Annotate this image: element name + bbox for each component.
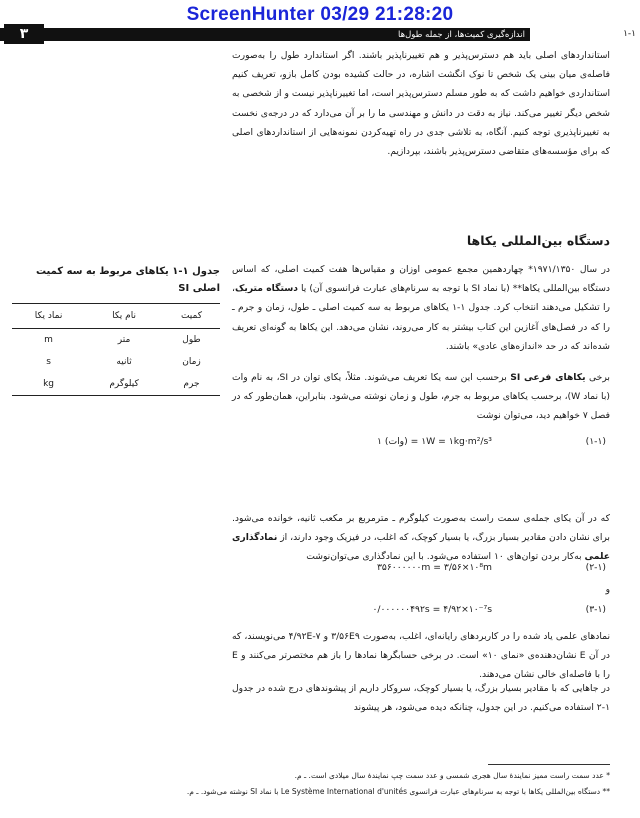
paragraph-si-intro xyxy=(232,260,610,356)
paragraph-text: ، را تشکیل می‌دهند انتخاب کرد. جدول ۱-۱ یکاهای مربوط به سه کمیت اصلی ـ طول، زمان و جرم ـ را که در فصل‌های آغازین این کتاب بیشتر به کار می‌روند، نشان می‌دهد. این یکاها به گونه‌ای تعریف شده‌اند که در حد «اندازه‌های عادی» باشند. xyxy=(232,283,610,352)
equation-number: (۱-۱) xyxy=(585,436,606,447)
paragraph-text: برخی xyxy=(585,372,610,383)
equation-3-1 xyxy=(232,604,610,622)
table-cell: m xyxy=(44,335,53,345)
table-cell: زمان xyxy=(182,357,201,367)
chapter-title: اندازه‌گیری کمیت‌ها، از جمله طول‌ها xyxy=(398,30,525,40)
table-cell: ثانیه xyxy=(116,357,132,367)
table-cell: kg xyxy=(12,373,85,396)
equation-expression: ۳۵۶۰۰۰۰۰۰m = ۳/۵۶×۱۰⁸m xyxy=(376,562,492,573)
equation-expression: ۱ (وات) = ۱W = ۱kg·m²/s³ xyxy=(377,436,492,447)
table-cell: s xyxy=(46,357,51,367)
paragraph-scientific-notation xyxy=(232,509,610,567)
paragraph-text: در سال ۱۹۷۱/۱۳۵۰* چهاردهمین مجمع عمومی اوزان و مقیاس‌ها هفت کمیت اصلی، که اساس دستگاه بین‌المللی یکاها** (با نماد SI با توجه به سرنام‌های عبارت فرانسوی آن) یا xyxy=(232,264,611,295)
equation-1-1 xyxy=(232,436,610,454)
table-cell: متر xyxy=(117,335,131,345)
column-header-quantity: کمیت xyxy=(163,304,220,329)
screenhunter-watermark: ScreenHunter 03/29 21:28:20 xyxy=(186,4,454,25)
term-scientific-notation: نمادگذاری علمی xyxy=(232,532,610,563)
equation-2-1 xyxy=(232,562,610,580)
equation-expression: ۰/۰۰۰۰۰۰۴۹۲s = ۴/۹۲×۱۰⁻⁷s xyxy=(372,604,492,615)
paragraph-text: به‌کار بردن توان‌های ۱۰ استفاده می‌شود. با این نمادگذاری می‌توان‌نوشت xyxy=(306,551,585,563)
equation-number: (۲-۱) xyxy=(585,562,606,573)
table-row xyxy=(12,329,220,352)
paragraph-text: برحسب این سه یکا تعریف می‌شوند. مثلاً، یکای توان در SI، به نام وات (با نماد W)، برحسب یکاهای مربوط به جرم، طول و زمان نوشته می‌شود. بنابراین، همان‌طور که در فصل ۷ خواهیم دید، می‌توان نوشت xyxy=(232,372,610,422)
table-row xyxy=(12,373,220,396)
footnote-divider xyxy=(488,764,610,765)
section-heading: دستگاه بین‌المللی یکاها xyxy=(466,233,610,248)
intro-paragraph: استانداردهای اصلی باید هم دسترس‌پذیر و هم تغییرناپذیر باشند. اگر استاندارد طول را به‌صورت فاصله‌ی میان بینی یک شخص تا نوک انگشت اشاره، در حالت کشیده بودن کامل بازو، تعریف کنیم استانداردی خواهیم داشت که به طور مسلم دسترس‌پذیر است، اما تغییرناپذیر نیست و از شخصی به شخص دیگر تغییر می‌کند. نیاز به دقت در دانش و مهندسی ما را بر آن می‌دارد که در درجه‌ی نخست به تغییرناپذیری توجه کنیم. آنگاه، به تلاشی جدی در راه تهیه‌کردن نمونه‌هایی از استانداردهای اصلی که برای مؤسسه‌های متقاضی دسترس‌پذیر باشند، بپردازیم. xyxy=(232,50,610,158)
equation-conjunction: و xyxy=(605,584,610,595)
footnote-1: * عدد سمت راست ممیز نمایندهٔ سال هجری شمسی و عدد سمت چپ نمایندهٔ سال میلادی است. ـ م. xyxy=(294,771,610,780)
term-metric-system: دستگاه متریک xyxy=(234,283,298,295)
page-number: ۳ xyxy=(4,24,44,44)
table-caption: جدول ۱-۱ یکاهای مربوط به سه کمیت اصلی SI xyxy=(35,266,220,294)
column-header-unit-symbol: نماد یکا xyxy=(12,304,85,329)
section-reference: ۱-۱ xyxy=(623,29,636,39)
table-cell: کیلوگرم xyxy=(85,373,163,396)
paragraph-derived-units xyxy=(232,368,610,426)
equation-number: (۳-۱) xyxy=(585,604,606,615)
term-derived-units: یکاهای فرعی SI xyxy=(510,372,586,383)
paragraph-text: که در آن یکای جمله‌ی سمت راست به‌صورت کیلوگرم ـ مترمربع بر مکعب ثانیه، خوانده می‌شود. برای نشان دادن مقادیر بسیار بزرگ، یا بسیار کوچک، که اغلب، در فیزیک وجود دارند، از xyxy=(232,513,610,544)
table-cell: جرم xyxy=(163,373,220,396)
paragraph-prefixes: در جاهایی که با مقادیر بسیار بزرگ، یا بسیار کوچک، سروکار داریم از پیشوندهای درج شده در جدول ۱-۲ استفاده می‌کنیم. در این جدول، چنانکه دیده می‌شود، هر پیشوند xyxy=(232,683,610,714)
si-units-table xyxy=(12,303,220,396)
table-row xyxy=(12,351,220,373)
column-header-unit-name: نام یکا xyxy=(85,304,163,329)
footnote-2: ** دستگاه بین‌المللی یکاها با توجه به سرنام‌های عبارت فرانسوی Le Système International d'unités با نماد SI نوشته می‌شود. ـ م. xyxy=(186,787,610,796)
table-header-row xyxy=(12,304,220,329)
table-cell: طول xyxy=(182,335,201,345)
paragraph-computer-notation: نمادهای علمی یاد شده را در کاربردهای رایانه‌ای، اغلب، به‌صورت ۳/۵۶E۹ و ۴/۹۲E-۷ می‌نویسند، که در آن E نشان‌دهنده‌ی «نمای ۱۰» است. در برخی حسابگرها نمادها را باز هم مختصرتر می‌کنند و E را با فاصله‌ای خالی نشان می‌دهند. xyxy=(232,631,611,681)
